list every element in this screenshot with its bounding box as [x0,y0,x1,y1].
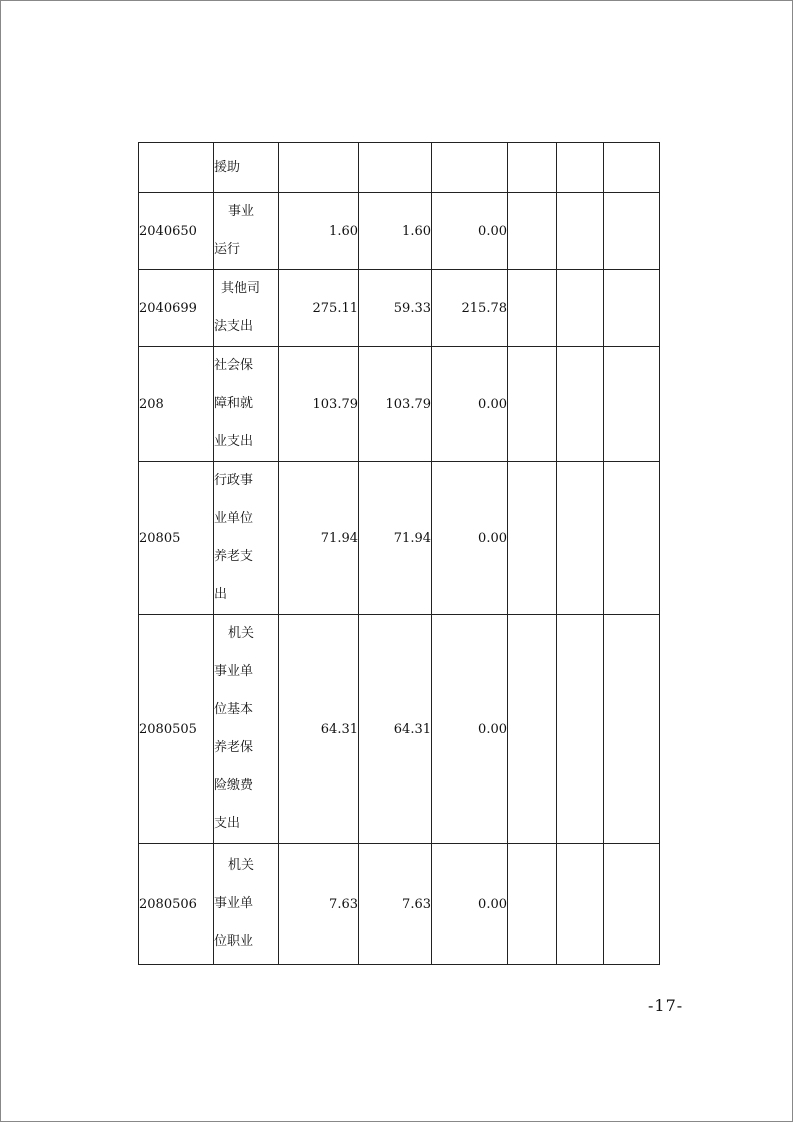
row-total: 64.31 [279,615,359,844]
row-basic: 64.31 [359,615,432,844]
row-project: 0.00 [432,193,508,270]
row-code: 2080506 [139,844,214,965]
row-name: 其他司 法支出 [214,270,279,347]
row-name: 事业 运行 [214,193,279,270]
empty-cell [604,347,660,462]
empty-cell [604,462,660,615]
empty-cell [557,193,604,270]
empty-cell [604,193,660,270]
row-basic: 103.79 [359,347,432,462]
empty-cell [557,143,604,193]
row-basic [359,143,432,193]
row-project: 0.00 [432,844,508,965]
row-name: 机关 事业单 位基本 养老保 险缴费 支出 [214,615,279,844]
row-code: 20805 [139,462,214,615]
empty-cell [557,615,604,844]
table-row [139,193,660,270]
row-name: 行政事 业单位 养老支 出 [214,462,279,615]
budget-table [138,142,660,965]
row-total [279,143,359,193]
row-total: 1.60 [279,193,359,270]
row-basic: 1.60 [359,193,432,270]
row-project: 215.78 [432,270,508,347]
empty-cell [557,270,604,347]
row-total: 71.94 [279,462,359,615]
empty-cell [557,347,604,462]
empty-cell [508,270,557,347]
table-row [139,143,660,193]
empty-cell [604,270,660,347]
row-total: 7.63 [279,844,359,965]
empty-cell [508,193,557,270]
row-basic: 71.94 [359,462,432,615]
row-total: 275.11 [279,270,359,347]
row-name: 社会保 障和就 业支出 [214,347,279,462]
row-name: 援助 [214,143,279,193]
row-total: 103.79 [279,347,359,462]
row-project: 0.00 [432,615,508,844]
row-code [139,143,214,193]
table-row [139,270,660,347]
table-row [139,615,660,844]
row-basic: 7.63 [359,844,432,965]
empty-cell [508,143,557,193]
empty-cell [508,615,557,844]
table-row [139,347,660,462]
empty-cell [508,347,557,462]
empty-cell [508,462,557,615]
page-number: -17- [648,996,684,1015]
row-code: 2040650 [139,193,214,270]
empty-cell [604,615,660,844]
empty-cell [508,844,557,965]
row-name: 机关 事业单 位职业 [214,844,279,965]
row-project: 0.00 [432,462,508,615]
row-basic: 59.33 [359,270,432,347]
empty-cell [557,462,604,615]
row-project: 0.00 [432,347,508,462]
row-code: 2080505 [139,615,214,844]
empty-cell [557,844,604,965]
table-row [139,844,660,965]
table-row [139,462,660,615]
empty-cell [604,844,660,965]
row-code: 2040699 [139,270,214,347]
row-project [432,143,508,193]
empty-cell [604,143,660,193]
row-code: 208 [139,347,214,462]
